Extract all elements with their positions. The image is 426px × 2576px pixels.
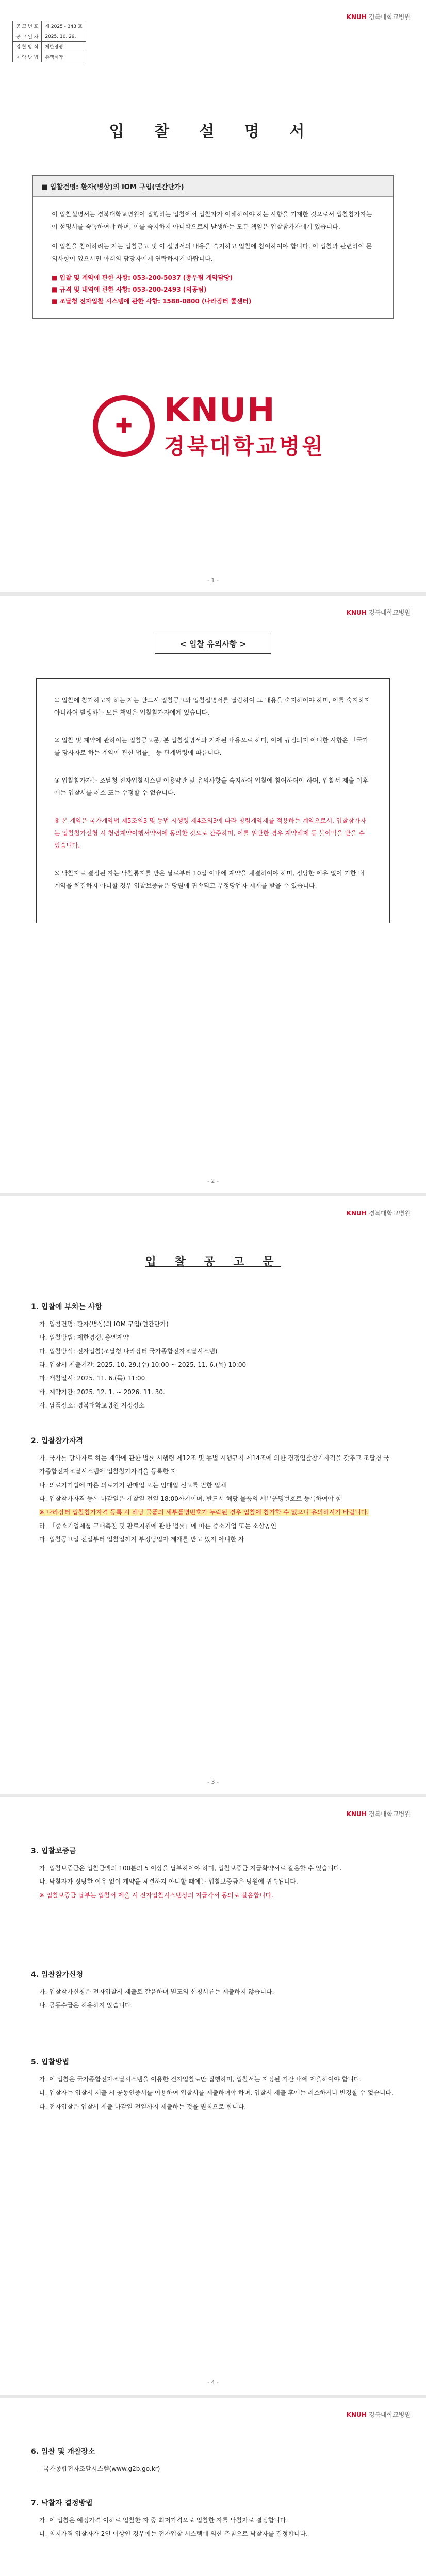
- page-4: KNUH 경북대학교병원 3. 입찰보증금 가. 입찰보증금은 입찰금액의 100분의 5 이상을 납부하여야 하며, 입찰보증금 지급확약서로 갈음할 수 있습니다. 나. 낙찰자가 정당한 이유 없이 계약을 체결하지 아니할 때에는 입찰보증금은 당원에 귀속됩니다. ※ 입찰보증금 납부는 입찰서 제출 시 전자입찰시스템상의 지급각서 동의로 갈음합니다. 4. 입찰참가신청 가. 입찰참가신청은 전자입찰서 제출로 갈음하며 별도의 신청서류는 제출하지 않습니다. 나. 공동수급은 허용하지 않습니다. 5. 입찰방법 가. 이 입찰은 국가종합전자조달시스템을 이용한 전자입찰로만 집행하며, 입찰서는 지정된 기간 내에 제출하여야 합니다. 나. 입찰자는 입찰서 제출 시 공동인증서를 이용하여 입찰서를 제출하여야 하며, 입찰서 제출 후에는 취소하거나 변경할 수 없습니다. 다. 전자입찰은 입찰서 제출 마감일 전일까지 제출하는 것을 원칙으로 합니다. - 4 -: [0, 1797, 426, 2395]
- page-3: KNUH 경북대학교병원 입 찰 공 고 문 1. 입찰에 부치는 사항 가. 입찰건명: 환자(병상)의 IOM 구입(연간단가) 나. 입찰방법: 제한경쟁, 총액계약 다. 입찰방식: 전자입찰(조달청 나라장터 국가종합전자조달시스템) 라. 입찰서 제출기간: 2025. 10. 29.(수) 10:00 ~ 2025. 11. 6.(목) 10:00 마. 개찰일시: 2025. 11. 6.(목) 11:00 바. 계약기간: 2025. 12. 1. ~ 2026. 11. 30. 사. 납품장소: 경북대학교병원 지정장소 2. 입찰참가자격 가. 국가를 당사자로 하는 계약에 관한 법률 시행령 제12조 및 동법 시행규칙 제14조에 의한 경쟁입찰참가자격을 갖추고 조달청 국가종합전자조달시스템에 입찰참가자격을 등록한 자 나. 의료기기법에 따른 의료기기 판매업 또는 임대업 신고를 필한 업체 다. 입찰참가자격 등록 마감일은 개찰일 전일 18:00까지이며, 반드시 해당 물품의 세부품명번호로 등록하여야 함 ※ 나라장터 입찰참가자격 등록 시 해당 물품의 세부품명번호가 누락된 경우 입찰에 참가할 수 없으니 유의하시기 바랍니다. 라. 「중소기업제품 구매촉진 및 판로지원에 관한 법률」에 따른 중소기업 또는 소상공인 마. 입찰공고일 전일부터 입찰일까지 부정당업자 제재를 받고 있지 아니한 자 - 3 -: [0, 1196, 426, 1794]
- section-7: 7. 낙찰자 결정방법 가. 이 입찰은 예정가격 이하로 입찰한 자 중 최저가격으로 입찰한 자를 낙찰자로 결정합니다. 나. 최저가격 입찰자가 2인 이상인 경우에는 전자입찰 시스템에 의한 추첨으로 낙찰자를 결정합니다.: [31, 2499, 308, 2538]
- caution-box: [36, 678, 390, 923]
- hospital-logo: ✚ KNUH 경북대학교병원: [93, 392, 325, 461]
- notice-box: [32, 175, 394, 319]
- page-2: KNUH 경북대학교병원 < 입찰 유의사항 > ① 입찰에 참가하고자 하는 자는 반드시 입찰공고와 입찰설명서를 열람하여 그 내용을 숙지하여야 하며, 이를 숙지하지 아니하여 발생하는 모든 책임은 입찰참가자에게 있습니다. ② 입찰 및 계약에 관하여는 입찰공고문, 본 입찰설명서와 기재된 내용으로 하며, 이에 규정되지 아니한 사항은 「국가를 당사자로 하는 계약에 관한 법률」 등 관계법령에 따릅니다. ③ 입찰참가자는 조달청 전자입찰시스템 이용약관 및 유의사항을 숙지하여 입찰에 참여하여야 하며, 입찰서 제출 이후에는 입찰서를 취소 또는 수정할 수 없습니다. ④ 본 계약은 국가계약법 제5조의3 및 동법 시행령 제4조의3에 따라 청렴계약제를 적용하는 계약으로서, 입찰참가자는 입찰참가신청 시 청렴계약이행서약서에 동의한 것으로 간주하며, 이를 위반한 경우 계약해제 등 불이익을 받을 수 있습니다. ⑤ 낙찰자로 결정된 자는 낙찰통지를 받은 날로부터 10일 이내에 계약을 체결하여야 하며, 정당한 이유 없이 기한 내 계약을 체결하지 아니할 경우 입찰보증금은 당원에 귀속되고 부정당업자 제재를 받을 수 있습니다. - 2 -: [0, 596, 426, 1193]
- page-title: 입 찰 설 명 서: [109, 123, 317, 141]
- deposit-note: ※ 입찰보증금 납부는 입찰서 제출 시 전자입찰시스템상의 지급각서 동의로 갈음합니다.: [39, 1891, 273, 1899]
- approval-table: 공 고 번 호 제 2025 - 343 호 공 고 일 자 2025. 10. 29. 입 찰 방 식 제한경쟁 계 약 방 법 총액계약: [12, 21, 86, 62]
- page-1: [0, 0, 426, 592]
- notice-para-2: 이 입찰을 참여하려는 자는 입찰공고 및 이 설명서의 내용을 숙지하고 입찰에 참여하여야 합니다. 이 입찰과 관련하여 문의사항이 있으시면 아래의 담당자에게 연락하시기 바랍니다.: [52, 243, 372, 262]
- notice-caption: ■ 입찰건명: 환자(병상)의 IOM 구입(연간단가): [33, 176, 393, 197]
- contact-list: ■ 입찰 및 계약에 관한 사항: 053-200-5037 (총무팀 계약담당) ■ 규격 및 내역에 관한 사항: 053-200-2493 (의공팀) ■ 조달청 전자입찰 시스템에 관한 사항: 1588-0800 (나라장터 콜센터): [52, 274, 252, 305]
- section-3: 3. 입찰보증금 가. 입찰보증금은 입찰금액의 100분의 5 이상을 납부하여야 하며, 입찰보증금 지급확약서로 갈음할 수 있습니다. 나. 낙찰자가 정당한 이유 없이 계약을 체결하지 아니할 때에는 입찰보증금은 당원에 귀속됩니다. ※ 입찰보증금 납부는 입찰서 제출 시 전자입찰시스템상의 지급각서 동의로 갈음합니다.: [31, 1843, 395, 1902]
- section-6: 6. 입찰 및 개찰장소 - 국가종합전자조달시스템(www.g2b.go.kr): [31, 2448, 160, 2472]
- section-2: 2. 입찰참가자격 가. 국가를 당사자로 하는 계약에 관한 법률 시행령 제12조 및 동법 시행규칙 제14조에 의한 경쟁입찰참가자격을 갖추고 조달청 국가종합전자조달시스템에 입찰참가자격을 등록한 자 나. 의료기기법에 따른 의료기기 판매업 또는 임대업 신고를 필한 업체 다. 입찰참가자격 등록 마감일은 개찰일 전일 18:00까지이며, 반드시 해당 물품의 세부품명번호로 등록하여야 함 ※ 나라장터 입찰참가자격 등록 시 해당 물품의 세부품명번호가 누락된 경우 입찰에 참가할 수 없으니 유의하시기 바랍니다. 라. 「중소기업제품 구매촉진 및 판로지원에 관한 법률」에 따른 중소기업 또는 소상공인 마. 입찰공고일 전일부터 입찰일까지 부정당업자 제재를 받고 있지 아니한 자: [31, 1433, 395, 1547]
- caution-title: < 입찰 유의사항 >: [155, 634, 271, 654]
- warning-note: ※ 나라장터 입찰참가자격 등록 시 해당 물품의 세부품명번호가 누락된 경우 입찰에 참가할 수 없으니 유의하시기 바랍니다.: [39, 1509, 369, 1516]
- header-logo: KNUH 경북대학교병원: [346, 13, 411, 21]
- page-number: - 1 -: [207, 577, 219, 584]
- caution-item: ④ 본 계약은 국가계약법 제5조의3 및 동법 시행령 제4조의3에 따라 청렴계약제를 적용하는 계약으로서, 입찰참가자는 입찰참가신청 시 청렴계약이행서약서에 동의한 것으로 간주하며, 이를 위반한 경우 계약해제 등 불이익을 받을 수 있습니다.: [54, 817, 366, 849]
- section-5: 5. 입찰방법 가. 이 입찰은 국가종합전자조달시스템을 이용한 전자입찰로만 집행하며, 입찰서는 지정된 기간 내에 제출하여야 합니다. 나. 입찰자는 입찰서 제출 시 공동인증서를 이용하여 입찰서를 제출하여야 하며, 입찰서 제출 후에는 취소하거나 변경할 수 없습니다. 다. 전자입찰은 입찰서 제출 마감일 전일까지 제출하는 것을 원칙으로 합니다.: [31, 2058, 394, 2110]
- section-4: 4. 입찰참가신청 가. 입찰참가신청은 전자입찰서 제출로 갈음하며 별도의 신청서류는 제출하지 않습니다. 나. 공동수급은 허용하지 않습니다.: [31, 1971, 274, 2009]
- caution-item: ① 입찰에 참가하고자 하는 자는 반드시 입찰공고와 입찰설명서를 열람하여 그 내용을 숙지하여야 하며, 이를 숙지하지 아니하여 발생하는 모든 책임은 입찰참가자에게 있습니다.: [54, 697, 370, 716]
- section-1: 1. 입찰에 부치는 사항 가. 입찰건명: 환자(병상)의 IOM 구입(연간단가) 나. 입찰방법: 제한경쟁, 총액계약 다. 입찰방식: 전자입찰(조달청 나라장터 국가종합전자조달시스템) 라. 입찰서 제출기간: 2025. 10. 29.(수) 10:00 ~ 2025. 11. 6.(목) 10:00 마. 개찰일시: 2025. 11. 6.(목) 11:00 바. 계약기간: 2025. 12. 1. ~ 2026. 11. 30. 사. 납품장소: 경북대학교병원 지정장소: [31, 1303, 247, 1410]
- caution-item: ③ 입찰참가자는 조달청 전자입찰시스템 이용약관 및 유의사항을 숙지하여 입찰에 참여하여야 하며, 입찰서 제출 이후에는 입찰서를 취소 또는 수정할 수 없습니다.: [54, 777, 368, 796]
- notice-para-1: 이 입찰설명서는 경북대학교병원이 집행하는 입찰에서 입찰자가 이해하여야 하는 사항을 기재한 것으로서 입찰참가자는 이 설명서를 숙독하여야 하며, 이를 숙지하지 아니함으로써 발생하는 모든 책임은 입찰참가자에게 있습니다.: [52, 211, 372, 230]
- announcement-title: 입 찰 공 고 문: [145, 1256, 281, 1268]
- emblem-icon: ✚: [93, 395, 155, 457]
- page-5: KNUH 경북대학교병원 6. 입찰 및 개찰장소 - 국가종합전자조달시스템(www.g2b.go.kr) 7. 낙찰자 결정방법 가. 이 입찰은 예정가격 이하로 입찰한 자 중 최저가격으로 입찰한 자를 낙찰자로 결정합니다. 나. 최저가격 입찰자가 2인 이상인 경우에는 전자입찰 시스템에 의한 추첨으로 낙찰자를 결정합니다.: [0, 2398, 426, 2576]
- caution-item: ② 입찰 및 계약에 관하여는 입찰공고문, 본 입찰설명서와 기재된 내용으로 하며, 이에 규정되지 아니한 사항은 「국가를 당사자로 하는 계약에 관한 법률」 등 관계법령에 따릅니다.: [54, 737, 369, 756]
- caution-item: ⑤ 낙찰자로 결정된 자는 낙찰통지를 받은 날로부터 10일 이내에 계약을 체결하여야 하며, 정당한 이유 없이 기한 내 계약을 체결하지 아니할 경우 입찰보증금은 당원에 귀속되고 부정당업자 제재를 받을 수 있습니다.: [54, 870, 364, 889]
